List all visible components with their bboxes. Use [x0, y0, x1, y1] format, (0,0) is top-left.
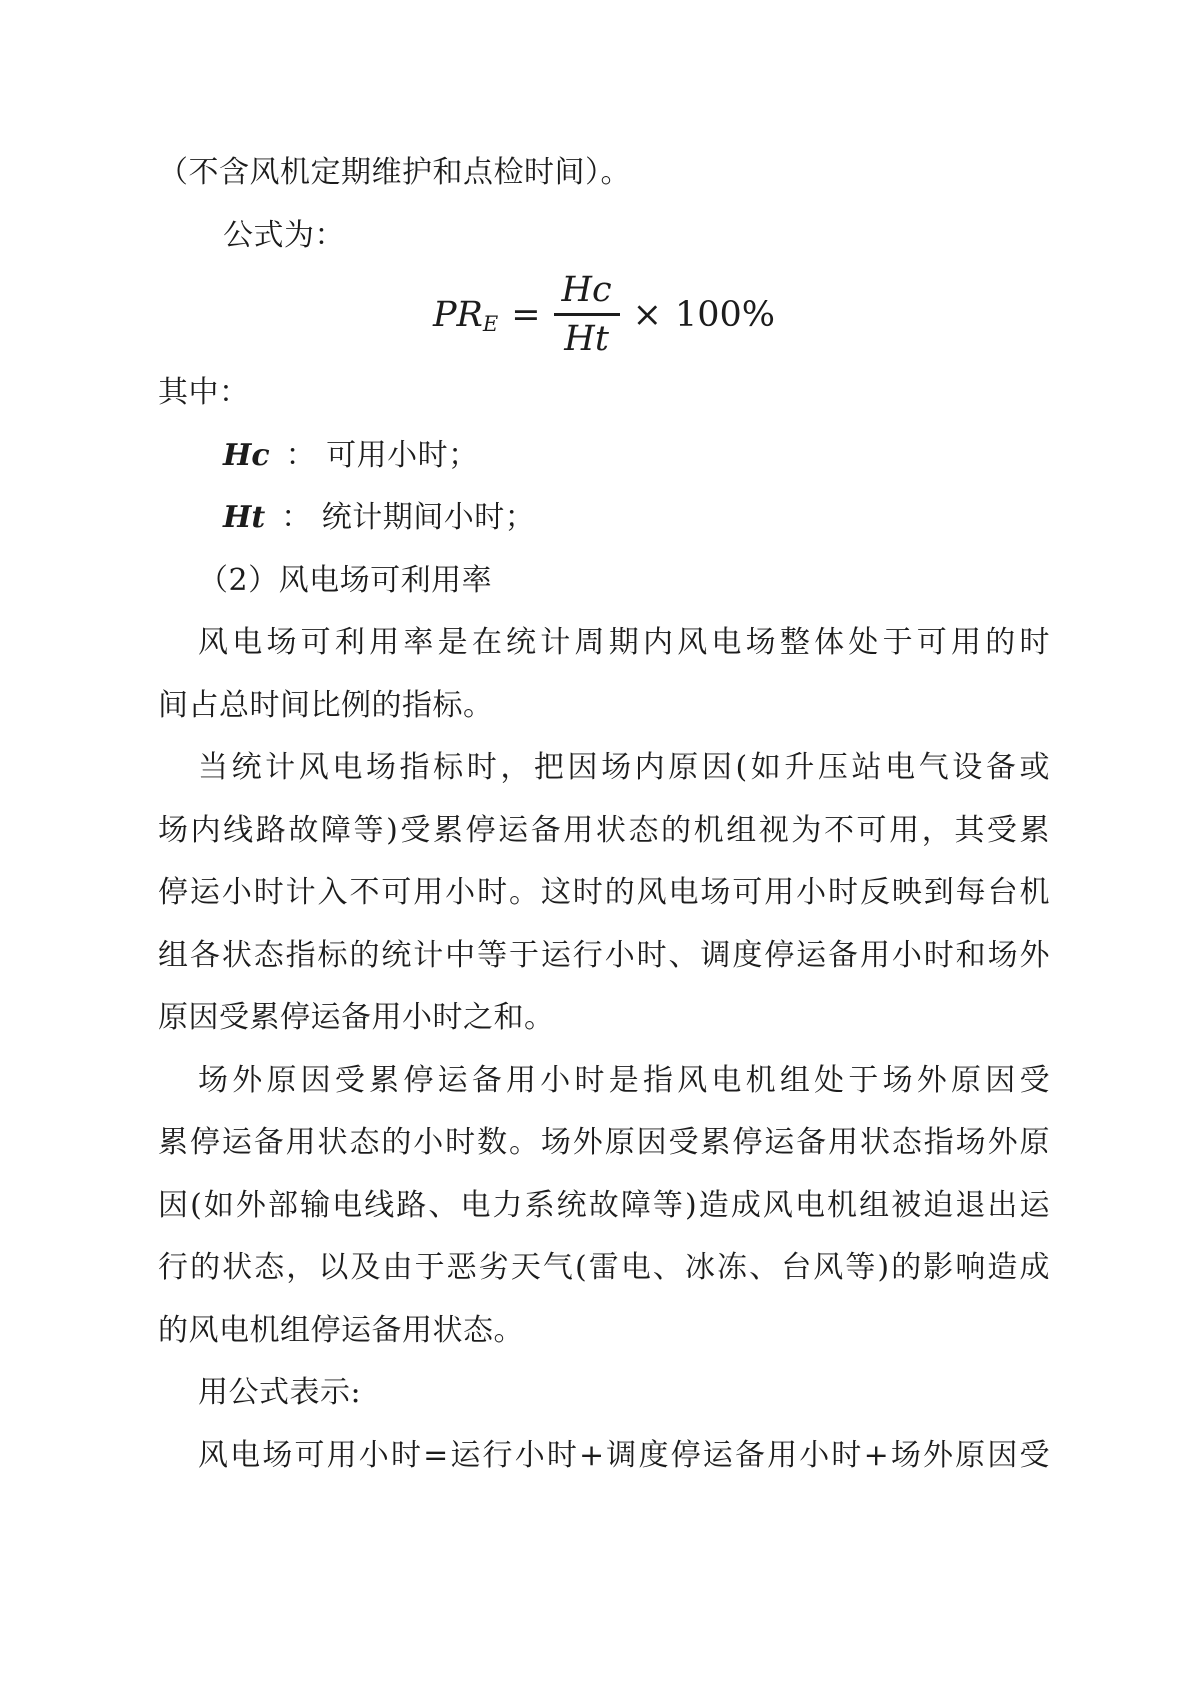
formula-lhs-subscript: E [482, 311, 499, 336]
paragraph-line: 组各状态指标的统计中等于运行小时、调度停运备用小时和场外 [158, 937, 1050, 973]
paragraph-line: 间占总时间比例的指标。 [158, 687, 494, 723]
paragraph-line: 风电场可利用率是在统计周期内风电场整体处于可用的时 [198, 625, 1050, 660]
paragraph-line: 的风电机组停运备用状态。 [158, 1312, 524, 1348]
fraction [554, 270, 620, 359]
definition-colon: ： [281, 500, 312, 535]
paragraph-line: 停运小时计入不可用小时。这时的风电场可用小时反映到每台机 [158, 875, 1050, 910]
multiply-sign: × [632, 294, 662, 335]
formula-text-line: 风电场可用小时=运行小时+调度停运备用小时+场外原因受 [198, 1437, 1050, 1473]
fraction-numerator: Hc [554, 270, 620, 316]
definition-meaning: 统计期间小时； [321, 500, 536, 535]
definition-symbol: Ht [223, 500, 266, 535]
paragraph-line: 场内线路故障等)受累停运备用状态的机组视为不可用，其受累 [158, 812, 1050, 848]
where-label: 其中： [158, 375, 250, 410]
formula-intro-label: 公式为： [223, 217, 345, 253]
section-heading: （2）风电场可利用率 [198, 562, 493, 598]
paragraph-line: （不含风机定期维护和点检时间）。 [158, 155, 631, 190]
equals-sign: = [511, 294, 541, 335]
definition-meaning: 可用小时； [326, 437, 479, 473]
document-page [158, 0, 1050, 1487]
formula-lhs [433, 295, 498, 335]
formula-factor: 100% [674, 294, 776, 335]
definition-colon: ： [285, 437, 317, 473]
formula [158, 267, 1050, 362]
paragraph-line: 场外原因受累停运备用小时是指风电机组处于场外原因受 [198, 1062, 1050, 1098]
formula-text-label: 用公式表示: [198, 1375, 362, 1410]
definition-symbol: Hc [223, 437, 270, 473]
paragraph-line: 原因受累停运备用小时之和。 [158, 1000, 555, 1035]
definition-hc [158, 425, 1050, 488]
fraction-denominator: Ht [564, 319, 609, 359]
paragraph-line: 行的状态，以及由于恶劣天气(雷电、冰冻、台风等)的影响造成 [158, 1250, 1050, 1285]
paragraph-line: 累停运备用状态的小时数。场外原因受累停运备用状态指场外原 [158, 1125, 1050, 1160]
paragraph-line: 当统计风电场指标时，把因场内原因(如升压站电气设备或 [198, 750, 1050, 785]
formula-lhs-base: PR [432, 294, 483, 335]
definition-ht [158, 487, 1050, 550]
paragraph-line: 因(如外部输电线路、电力系统故障等)造成风电机组被迫退出运 [158, 1187, 1050, 1223]
